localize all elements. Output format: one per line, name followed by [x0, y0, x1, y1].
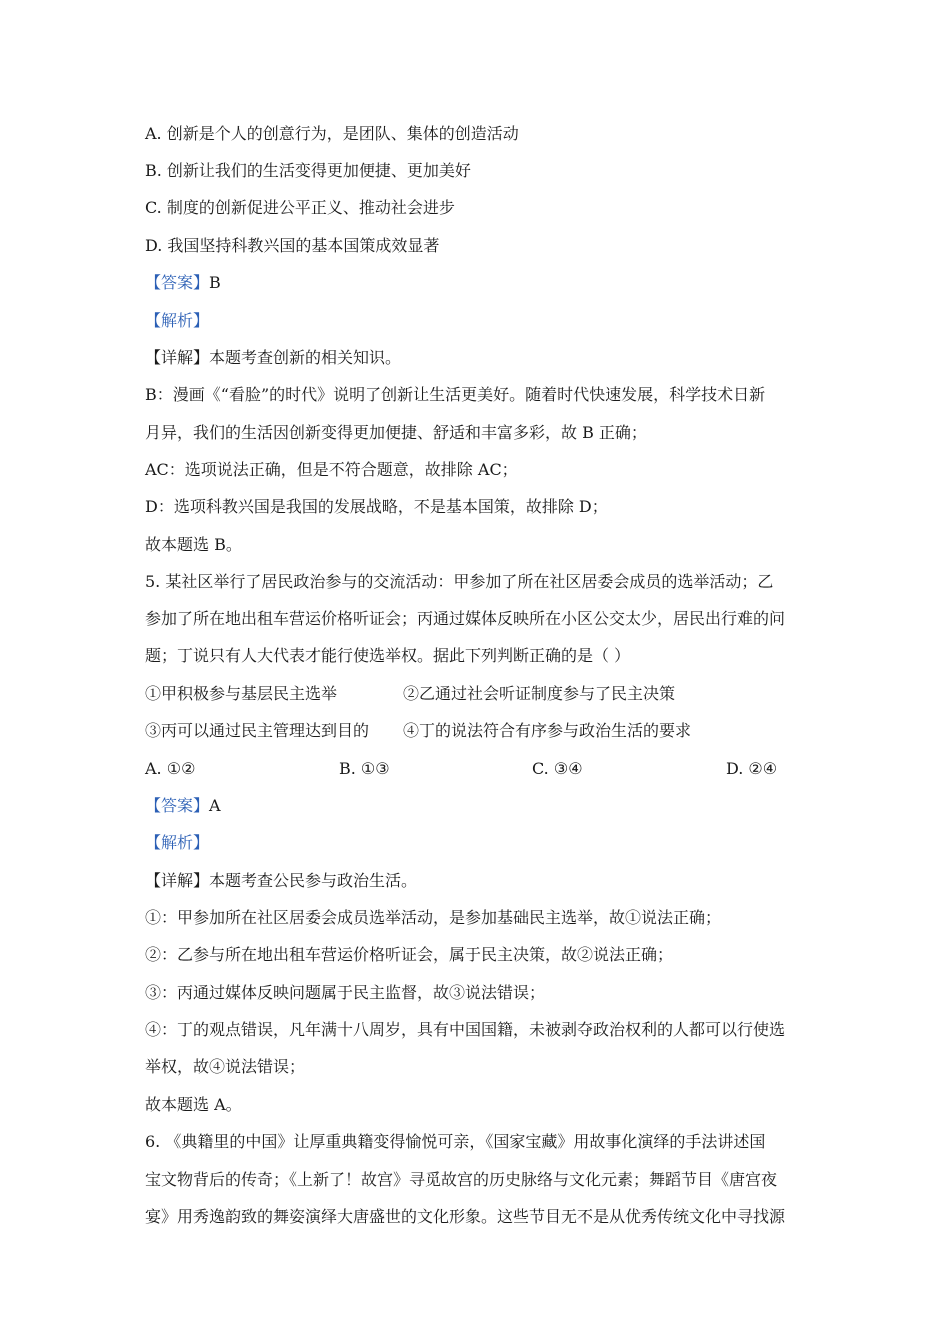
- q5-stem-line: 5. 某社区举行了居民政治参与的交流活动：甲参加了所在社区居委会成员的选举活动；乙: [145, 572, 774, 591]
- q6-stem-line: 宝文物背后的传奇；《上新了！故宫》寻觅故宫的历史脉络与文化元素；舞蹈节目《唐宫夜: [145, 1170, 778, 1189]
- q4-explain-line: B：漫画《“看脸”的时代》说明了创新让生活更美好。随着时代快速发展，科学技术日新: [145, 385, 766, 404]
- q4-option-b: B. 创新让我们的生活变得更加便捷、更加美好: [145, 161, 471, 180]
- q4-explain-line: 月异，我们的生活因创新变得更加便捷、舒适和丰富多彩，故 B 正确；: [145, 423, 647, 442]
- q5-explain-line: ②：乙参与所在地出租车营运价格听证会，属于民主决策，故②说法正确；: [145, 945, 674, 964]
- q4-analysis: [145, 311, 815, 331]
- q5-explain-line: ①：甲参加所在社区居委会成员选举活动，是参加基础民主选举，故①说法正确；: [145, 908, 722, 927]
- q5-explain-line: ④：丁的观点错误，凡年满十八周岁，具有中国国籍，未被剥夺政治权利的人都可以行使选: [145, 1020, 786, 1039]
- q5-detail: [145, 871, 815, 891]
- q4-explain-line: AC：选项说法正确，但是不符合题意，故排除 AC；: [145, 460, 518, 479]
- detail-text: 本题考查公民参与政治生活。: [209, 871, 418, 890]
- q6-stem-line: 宴》用秀逸韵致的舞姿演绎大唐盛世的文化形象。这些节目无不是从优秀传统文化中寻找源: [145, 1207, 786, 1226]
- answer-value: A: [209, 796, 221, 815]
- detail-tag: 【详解】: [145, 348, 210, 367]
- q5-statement-1: ①甲积极参与基层民主选举: [145, 684, 338, 703]
- q5-choice-a: A. ①②: [145, 759, 196, 778]
- detail-tag: 【详解】: [145, 871, 210, 890]
- q5-explain-line: 故本题选 A。: [145, 1095, 242, 1114]
- q5-explain-line: 举权，故④说法错误；: [145, 1057, 306, 1076]
- analysis-tag: 【解析】: [145, 833, 210, 852]
- q4-option-c: C. 制度的创新促进公平正义、推动社会进步: [145, 198, 455, 217]
- detail-text: 本题考查创新的相关知识。: [209, 348, 402, 367]
- answer-value: B: [209, 273, 221, 292]
- analysis-tag: 【解析】: [145, 311, 210, 330]
- q5-statement-3: ③丙可以通过民主管理达到目的: [145, 721, 370, 740]
- q5-analysis: [145, 833, 815, 853]
- q4-option-a: A. 创新是个人的创意行为，是团队、集体的创造活动: [145, 124, 519, 143]
- q5-stem-line: 参加了所在地出租车营运价格听证会；丙通过媒体反映所在小区公交太少，居民出行难的问: [145, 609, 786, 628]
- q5-choice-b: B. ①③: [339, 759, 390, 778]
- q5-choice-d: D. ②④: [726, 759, 778, 778]
- q4-explain-line: D：选项科教兴国是我国的发展战略，不是基本国策，故排除 D；: [145, 497, 608, 516]
- q4-option-d: D. 我国坚持科教兴国的基本国策成效显著: [145, 236, 440, 255]
- q6-stem-line: 6. 《典籍里的中国》让厚重典籍变得愉悦可亲，《国家宝藏》用故事化演绎的手法讲述国: [145, 1132, 766, 1151]
- q5-statement-2: ②乙通过社会听证制度参与了民主决策: [403, 684, 676, 703]
- answer-tag: 【答案】: [145, 273, 210, 292]
- q4-detail: [145, 348, 815, 368]
- q5-choice-c: C. ③④: [532, 759, 583, 778]
- answer-tag: 【答案】: [145, 796, 210, 815]
- q5-statement-4: ④丁的说法符合有序参与政治生活的要求: [403, 721, 692, 740]
- q5-stem-line: 题；丁说只有人大代表才能行使选举权。据此下列判断正确的是（ ）: [145, 646, 631, 665]
- q5-explain-line: ③：丙通过媒体反映问题属于民主监督，故③说法错误；: [145, 983, 546, 1002]
- q4-explain-line: 故本题选 B。: [145, 535, 242, 554]
- q5-answer: [145, 796, 815, 816]
- q4-answer: [145, 273, 815, 293]
